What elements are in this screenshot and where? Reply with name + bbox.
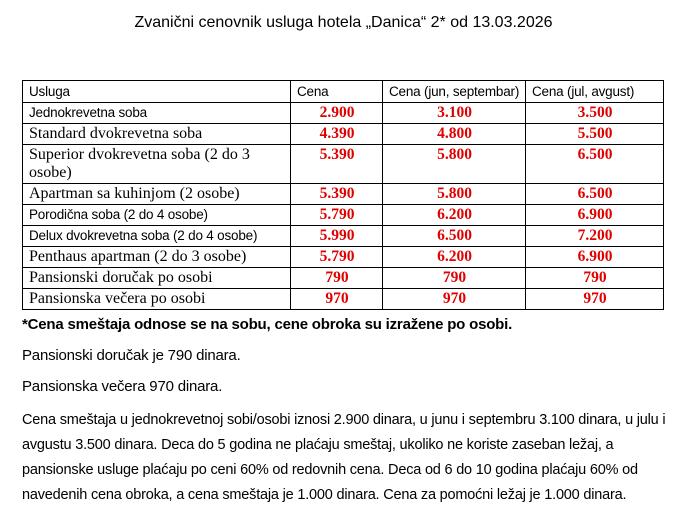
- price-jun-septembar: 5.800: [383, 184, 526, 205]
- page-title: Zvanični cenovnik usluga hotela „Danica“ 2* od 13.03.2026: [134, 14, 553, 31]
- service-label: Superior dvokrevetna soba (2 do 3 osobe): [23, 145, 291, 184]
- price-base: 970: [291, 289, 383, 310]
- price-base: 5.390: [291, 184, 383, 205]
- price-base: 5.990: [291, 226, 383, 247]
- price-jun-septembar: 790: [383, 268, 526, 289]
- price-jun-septembar: 6.200: [383, 205, 526, 226]
- price-jul-avgust: 970: [526, 289, 664, 310]
- column-header-cena-jul-avgust: Cena (jul, avgust): [526, 81, 664, 103]
- table-row: [23, 205, 664, 226]
- price-jun-septembar: 970: [383, 289, 526, 310]
- price-jun-septembar: 5.800: [383, 145, 526, 184]
- price-base: 2.900: [291, 103, 383, 124]
- price-base: 5.790: [291, 247, 383, 268]
- service-label: Apartman sa kuhinjom (2 osobe): [23, 184, 291, 205]
- document-page: [0, 13, 687, 523]
- price-jul-avgust: 6.900: [526, 205, 664, 226]
- note-disclaimer: *Cena smeštaja odnose se na sobu, cene obroka su izražene po osobi.: [22, 316, 513, 333]
- terms-paragraph: Cena smeštaja u jednokrevetnoj sobi/osobi iznosi 2.900 dinara, u junu i septembru 3.100 dinara, u julu i avgustu 3.500 dinara. Deca do 5 godina ne plaćaju smeštaj, ukoliko ne koriste zaseban ležaj, a pansionske usluge plaćaju po ceni 60% od redovnih cena. Deca od 6 do 10 godina plaćaju 60% od navedenih cena obroka, a cena smeštaja je 1.000 dinara. Cena za pomoćni ležaj je 1.000 dinara.: [22, 412, 666, 503]
- table-row: [23, 268, 664, 289]
- column-header-cena: Cena: [291, 81, 383, 103]
- price-jul-avgust: 6.900: [526, 247, 664, 268]
- table-row: [23, 184, 664, 205]
- price-jul-avgust: 6.500: [526, 184, 664, 205]
- price-jul-avgust: 7.200: [526, 226, 664, 247]
- service-label: Standard dvokrevetna soba: [23, 124, 291, 145]
- table-row: [23, 124, 664, 145]
- table-row: [23, 103, 664, 124]
- note-breakfast: Pansionski doručak je 790 dinara.: [22, 347, 241, 364]
- table-row: [23, 145, 664, 184]
- service-label: Penthaus apartman (2 do 3 osobe): [23, 247, 291, 268]
- price-base: 5.790: [291, 205, 383, 226]
- column-header-usluga: Usluga: [23, 81, 291, 103]
- price-jul-avgust: 5.500: [526, 124, 664, 145]
- price-jul-avgust: 790: [526, 268, 664, 289]
- service-label: Pansionski doručak po osobi: [23, 268, 291, 289]
- service-label: Porodična soba (2 do 4 osobe): [23, 205, 291, 226]
- service-label: Delux dvokrevetna soba (2 do 4 osobe): [23, 226, 291, 247]
- table-row: [23, 226, 664, 247]
- price-jul-avgust: 3.500: [526, 103, 664, 124]
- price-jul-avgust: 6.500: [526, 145, 664, 184]
- price-base: 790: [291, 268, 383, 289]
- price-jun-septembar: 4.800: [383, 124, 526, 145]
- price-base: 5.390: [291, 145, 383, 184]
- table-row: [23, 247, 664, 268]
- table-row: [23, 289, 664, 310]
- service-label: Jednokrevetna soba: [23, 103, 291, 124]
- price-base: 4.390: [291, 124, 383, 145]
- price-table: [22, 80, 664, 310]
- price-jun-septembar: 6.500: [383, 226, 526, 247]
- service-label: Pansionska večera po osobi: [23, 289, 291, 310]
- price-jun-septembar: 6.200: [383, 247, 526, 268]
- price-jun-septembar: 3.100: [383, 103, 526, 124]
- table-header-row: [23, 81, 664, 103]
- note-dinner: Pansionska večera 970 dinara.: [22, 378, 223, 395]
- column-header-cena-jun-septembar: Cena (jun, septembar): [383, 81, 526, 103]
